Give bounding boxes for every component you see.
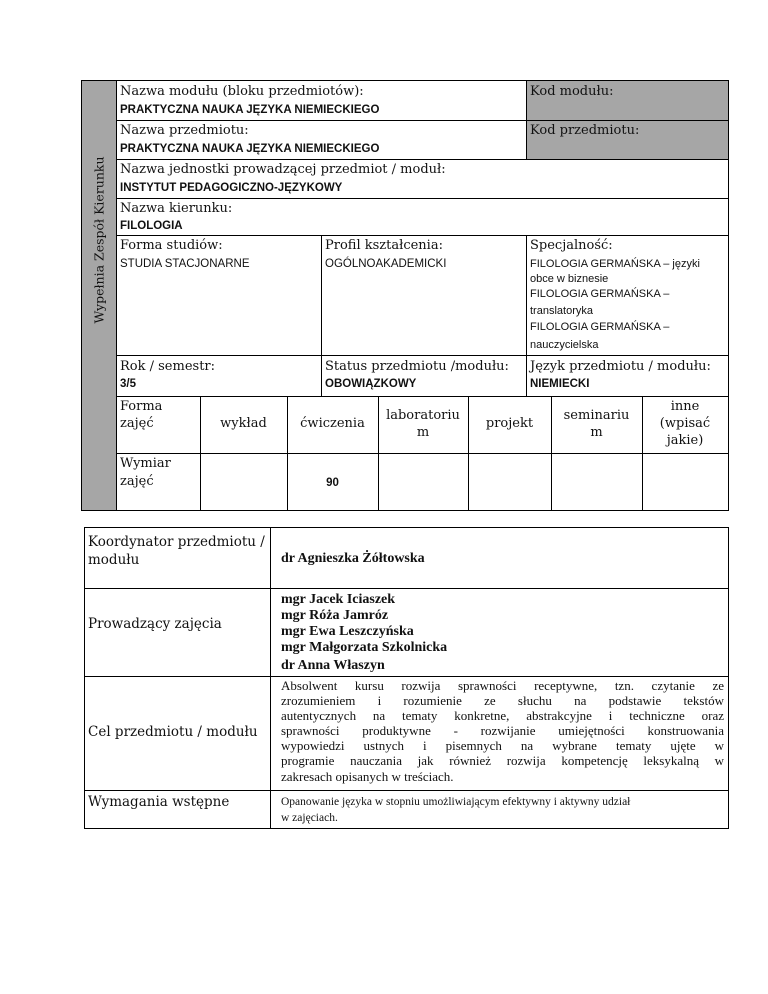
year-label: Rok / semestr: <box>120 359 216 374</box>
coordinator-label: modułu <box>88 552 140 568</box>
other-header: (wpisać <box>659 416 711 431</box>
teacher-name: mgr Jacek Iciaszek <box>281 592 396 607</box>
module-code-label: Kod modułu: <box>530 84 614 99</box>
specialty-line: FILOLOGIA GERMAŃSKA – <box>530 288 670 300</box>
module-name-label: Nazwa modułu (bloku przedmiotów): <box>120 84 364 99</box>
project-header: projekt <box>485 416 534 431</box>
goal-label: Cel przedmiotu / modułu <box>88 724 258 740</box>
teacher-name: mgr Róża Jamróz <box>281 608 389 623</box>
requirements-line: w zajęciach. <box>281 812 338 824</box>
specialty-line: translatoryka <box>530 305 593 317</box>
profile-value: OGÓLNOAKADEMICKI <box>325 258 447 270</box>
seminar-header: seminariu <box>563 408 630 423</box>
status-value: OBOWIĄZKOWY <box>325 378 417 390</box>
other-header: jakie) <box>666 433 704 448</box>
other-header: inne <box>670 399 700 414</box>
goal-line: zrozumieniem i rozumienie ze słuchu na podstawie tekstów <box>281 693 724 708</box>
lab-header: laboratoriu <box>386 408 460 423</box>
form-label: Forma <box>120 399 163 414</box>
goal-line: Absolwent kursu rozwija sprawności receptywne, tzn. czytanie ze <box>281 678 724 693</box>
seminar-header: m <box>590 425 603 440</box>
requirements-line: Opanowanie języka w stopniu umożliwiającym efektywny i aktywny udział <box>281 796 631 808</box>
year-value: 3/5 <box>120 378 136 390</box>
exercises-hours-value: 90 <box>326 477 339 489</box>
specialty-line: nauczycielska <box>530 339 599 351</box>
teacher-name: mgr Ewa Leszczyńska <box>281 624 414 639</box>
side-label: Wypełnia Zespół Kierunku <box>91 156 107 324</box>
specialty-line: obce w biznesie <box>530 273 609 285</box>
requirements-label: Wymagania wstępne <box>88 794 230 810</box>
study-form-value: STUDIA STACJONARNE <box>120 258 250 270</box>
field-value: FILOLOGIA <box>120 220 183 232</box>
field-label: Nazwa kierunku: <box>120 201 233 216</box>
subject-code-label: Kod przedmiotu: <box>530 123 640 138</box>
specialty-label: Specjalność: <box>530 238 613 253</box>
profile-label: Profil kształcenia: <box>325 238 443 253</box>
goal-line: wypowiedzi ustnych i pisemnych na wybrane tematy ujęte w <box>281 738 724 753</box>
subject-name-label: Nazwa przedmiotu: <box>120 123 249 138</box>
study-form-label: Forma studiów: <box>120 238 223 253</box>
goal-line: autentycznych na tematy konkretne, abstrakcyjne i techniczne oraz <box>281 708 724 723</box>
coordinator-value: dr Agnieszka Żółtowska <box>281 551 425 566</box>
hours-label: zajęć <box>120 474 154 489</box>
status-label: Status przedmiotu /modułu: <box>325 359 509 374</box>
language-label: Język przedmiotu / modułu: <box>530 359 711 374</box>
specialty-line: FILOLOGIA GERMAŃSKA – <box>530 321 670 333</box>
teachers-label: Prowadzący zajęcia <box>88 616 222 632</box>
exercises-header: ćwiczenia <box>300 416 365 431</box>
specialty-line: FILOLOGIA GERMAŃSKA – języki <box>530 258 700 270</box>
teacher-name: dr Anna Właszyn <box>281 658 385 673</box>
goal-line: sprawności produktywne - rozwijanie umiejętności konstruowania <box>281 723 724 738</box>
language-value: NIEMIECKI <box>530 378 590 390</box>
module-name-value: PRAKTYCZNA NAUKA JĘZYKA NIEMIECKIEGO <box>120 104 380 116</box>
unit-value: INSTYTUT PEDAGOGICZNO-JĘZYKOWY <box>120 182 343 194</box>
lecture-header: wykład <box>220 416 267 431</box>
hours-label: Wymiar <box>120 456 171 471</box>
coordinator-label: Koordynator przedmiotu / <box>88 534 265 550</box>
teacher-name: mgr Małgorzata Szkolnicka <box>281 640 448 655</box>
form-label: zajęć <box>120 416 154 431</box>
goal-line: zakresach opisanych w treściach. <box>281 769 454 784</box>
goal-line: programie nauczania jak również rozwija kompetencję leksykalną w <box>281 753 724 768</box>
lab-header: m <box>416 425 430 440</box>
subject-name-value: PRAKTYCZNA NAUKA JĘZYKA NIEMIECKIEGO <box>120 143 380 155</box>
unit-label: Nazwa jednostki prowadzącej przedmiot / moduł: <box>120 162 446 177</box>
